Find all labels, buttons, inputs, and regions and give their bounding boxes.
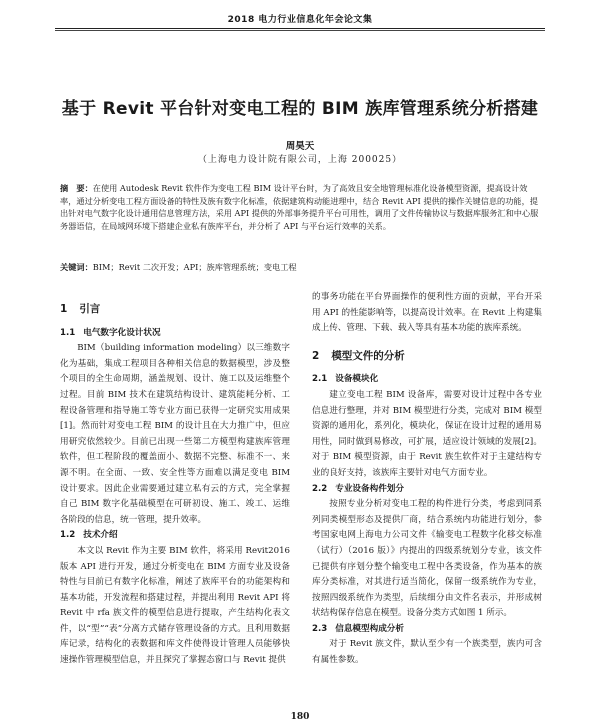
keywords-text: BIM；Revit 二次开发；API；族库管理系统；变电工程: [92, 262, 297, 272]
page-number: 180: [290, 712, 310, 722]
section-1-heading: 1 引言: [60, 303, 101, 315]
subsection-2-2-heading: 2.2 专业设备构件划分: [312, 483, 404, 494]
right-column: [312, 290, 542, 669]
paper-title: 基于 Revit 平台针对变电工程的 BIM 族库管理系统分析搭建: [61, 99, 539, 119]
abstract: [60, 182, 542, 232]
subsection-2-3-heading: 2.3 信息模型构成分析: [312, 623, 404, 634]
right-column-frame: [312, 290, 542, 700]
author-affiliation: （上海电力设计院有限公司，上海 200025）: [197, 155, 403, 165]
left-column: [60, 290, 290, 669]
paragraph-bim-overview: BIM（building information modeling）以三维数字化为基础，集成工程项目各种相关信息的数据模型，涉及整个项目的全生命周期，涵盖规划、设计、施工以及运维整个过程。目前 BIM 技术在建筑结构设计、建筑能耗分析、工程设备管理和指导施工等专业方面已获得一定研究实用成果[1]。然而针对变电工程 BIM 的设计且在大力推广中，但应用研究依然较少。目前已出现一些第二方模型构建族库管理软件，但工程阶段的覆盖面小、数据不完整、标准不一、来源不明。在全面、一致、安全性等方面难以满足变电 BIM 设计要求。因此企业需要通过建立私有云的方式，完全掌握自己 BIM 数字化基础模型在可研初设、施工、竣工、运维各阶段的信息，统一管理，提升效率。: [60, 343, 290, 525]
paragraph-info-model: 对于 Revit 族文件，默认至少有一个族类型，族内可含有属性参数。: [312, 639, 542, 666]
subsection-1-1-heading: 1.1 电气数字化设计状况: [60, 327, 161, 338]
section-2-heading: 2 模型文件的分析: [312, 349, 405, 362]
subsection-2-1-heading: 2.1 设备模块化: [312, 374, 379, 385]
paragraph-component-division: 按照专业分析对变电工程的构件进行分类，考虑到同系列同类模型形态及提供厂商，结合系统内功能进行划分，参考国家电网上海电力公司文件《输变电工程数字化移交标准（试行）（2016 版）》内提出的四级系统划分专业，该文件已提供有序划分整个输变电工程中各类设备，作为基本的族库分类标准，对其进行适当简化，保留一级系统作为专业，按照四级系统作为类型，后续细分由文件名表示，并形成树状结构保存信息在模型。设备分类方式如图 1 所示。: [312, 499, 542, 619]
keywords: [60, 262, 542, 273]
running-header: 2018 电力行业信息化年会论文集: [227, 15, 373, 25]
paragraph-technology: 本文以 Revit 作为主要 BIM 软件，将采用 Revit2016 版本 API 进行开发，通过分析变电在 BIM 方面专业及设备特性与目前已有数字化标准，阐述了族库平台的功能架构和基本功能，开发流程和搭建过程，并提出利用 Revit API 将 Revit 中 rfa 族文件的模型信息进行提取，产生结构化表文件，以“型”“表”分离方式储存管理设备的方式。且利用数据库记录，结构化的表数据和库文件使得设计管理人员能够快速操作管理模型信息，并且探究了掌握态窗口与 Revit 提供: [60, 545, 290, 666]
header-rule-thin: [55, 30, 545, 31]
paragraph-modularization: 建立变电工程 BIM 设备库，需要对设计过程中各专业信息进行整理，并对 BIM 模型进行分类，完成对 BIM 模型资源的通用化，系列化，模块化，保证在设计过程的通用易用性，同时做到易修改，可扩展，适应设计领域的发展[2]。对于 BIM 模型资源，由于 Revit 族生软件对于主建结构专业的良好支持，该族库主要针对电气方面专业。: [312, 389, 542, 478]
author-name: 周昊天: [285, 141, 315, 152]
abstract-text: 在使用 Autodesk Revit 软件作为变电工程 BIM 设计平台时，为了高效且安全地管理标准化设备模型资源，提高设计效率，通过分析变电工程方面设备的特性及族有数字化标准，依据建筑构动能进理中，结合 Revit API 提供的操作关键信息的功能，提出针对电气数字化设计通用信息管理方法，采用 API 提供的外部事务提升平台可用性，调用了文件传输协议与数据库服务汇和中心服务器语信，在局域网环境下搭建企业私有族库平台，并分析了 API 与平台运行效率的关系。: [60, 183, 539, 231]
header-rule: [55, 28, 545, 29]
subsection-1-2-heading: 1.2 技术介绍: [60, 530, 118, 541]
left-column-frame: [60, 290, 290, 700]
paragraph-continued: 的事务功能在平台界面操作的便利性方面的贡献，平台开采用 API 的性能影响等，以提高设计效率。在 Revit 上构建集成上传、管理、下载、载入等具有基本功能的族库系统。: [312, 292, 542, 334]
keywords-label: 关键词：: [60, 262, 93, 272]
abstract-label: 摘 要：: [60, 183, 93, 193]
